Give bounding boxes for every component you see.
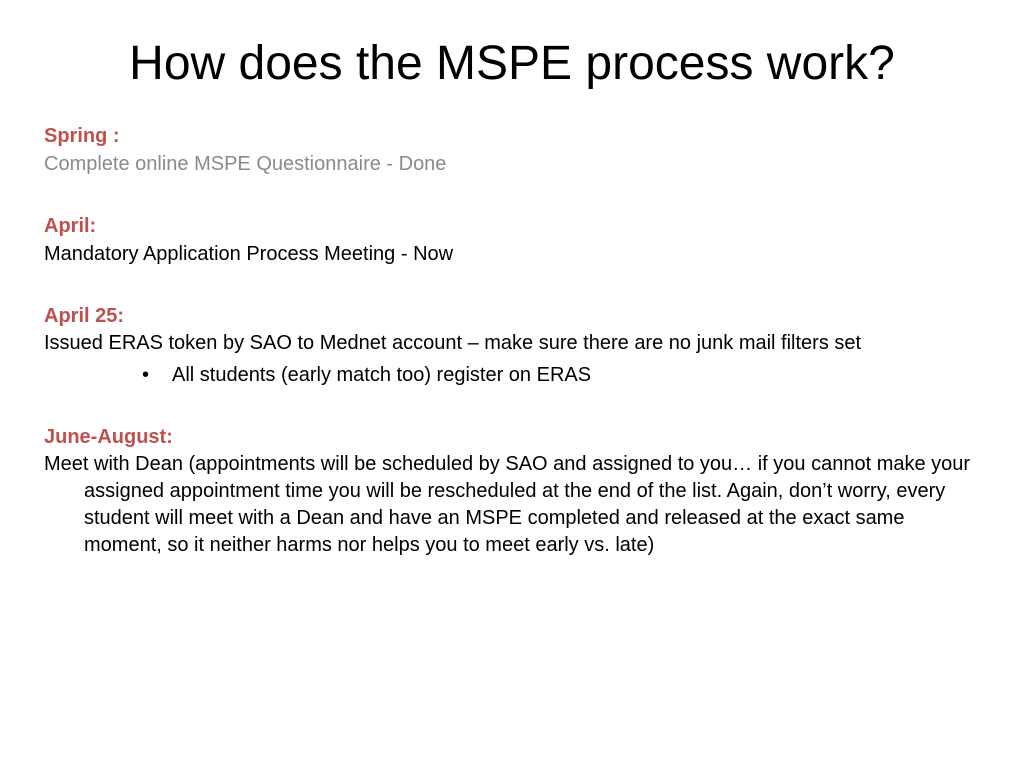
- section-text: Mandatory Application Process Meeting - Now: [44, 243, 454, 265]
- section-heading: Spring :: [44, 125, 120, 147]
- section-heading: June-August:: [44, 426, 173, 448]
- section-text: Issued ERAS token by SAO to Mednet account – make sure there are no junk mail filters set: [44, 332, 862, 354]
- section-heading: April 25:: [44, 305, 125, 327]
- section-june-august: [44, 423, 984, 559]
- bullet-text: All students (early match too) register on ERAS: [172, 364, 592, 386]
- section-april-25: [44, 302, 984, 389]
- spacer: [44, 268, 984, 302]
- section-text: Complete online MSPE Questionnaire - Done: [44, 153, 447, 175]
- bullet-item: [44, 361, 984, 389]
- section-text: Meet with Dean (appointments will be scheduled by SAO and assigned to you… if you cannot make your assigned appointment time you will be rescheduled at the end of the list. Again, don’t worry, every student will meet with a Dean and have an MSPE completed and released at the exact same moment, so it neither harms nor helps you to meet early vs. late): [44, 453, 971, 556]
- slide-title: How does the MSPE process work?: [129, 37, 895, 90]
- slide-content: [44, 122, 984, 559]
- section-april: [44, 212, 984, 268]
- spacer: [44, 389, 984, 423]
- section-spring: [44, 122, 984, 178]
- spacer: [44, 178, 984, 212]
- section-heading: April:: [44, 215, 97, 237]
- bullet-icon: •: [142, 364, 150, 386]
